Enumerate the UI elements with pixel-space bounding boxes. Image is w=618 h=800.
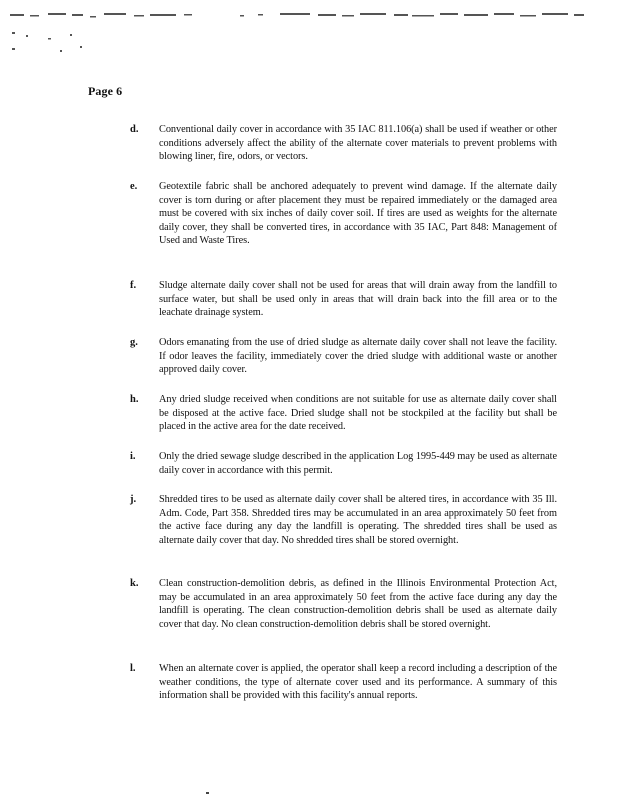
list-item-text: Any dried sludge received when conditions are not suitable for use as alternate daily cover shall be disposed at the active face. Dried sludge shall not be stockpiled at the facility but shall be placed in the active area for the date received.	[159, 394, 557, 433]
list-item-letter: d.	[130, 124, 139, 135]
list-item-letter: i.	[130, 451, 136, 462]
list-item-letter: k.	[130, 578, 139, 589]
list-item-text: When an alternate cover is applied, the operator shall keep a record including a description of the weather conditions, the type of alternate cover used and its performance. A summary of this information shall be provided with this facility's annual reports.	[159, 663, 557, 702]
scan-speck	[206, 792, 209, 794]
list-item-text: Geotextile fabric shall be anchored adequately to prevent wind damage. If the alternate daily cover is torn during or after placement they must be repaired immediately or the damaged area must be covered with six inches of daily cover soil. If tires are used as weights for the alternate daily cover, they shall be converted tires, in accordance with 35 IAC, Part 848: Management of Used and Waste Tires.	[159, 181, 557, 247]
list-item-letter: j.	[130, 494, 137, 505]
page-number-label: Page 6	[88, 84, 123, 98]
list-item-text: Odors emanating from the use of dried sludge as alternate daily cover shall not leave the facility. If odor leaves the facility, immediately cover the dried sludge with additional waste or another approved daily cover.	[159, 337, 557, 376]
list-item-letter: f.	[130, 280, 137, 291]
list-item-letter: h.	[130, 394, 139, 405]
list-item-text: Only the dried sewage sludge described in the application Log 1995-449 may be used as alternate daily cover in accordance with this permit.	[159, 451, 557, 476]
list-item-letter: l.	[130, 663, 136, 674]
list-item-text: Clean construction-demolition debris, as defined in the Illinois Environmental Protection Act, may be accumulated in an area approximately 50 feet from the active face during any day the landfill is operating. The clean construction-demolition debris shall be used as alternate daily cover that day. No clean construction-demolition debris shall be stored overnight.	[159, 578, 557, 630]
list-item-text: Shredded tires to be used as alternate daily cover shall be altered tires, in accordance with 35 Ill. Adm. Code, Part 358. Shredded tires may be accumulated in an area approximately 50 feet from the active face during any day the landfill is operating. The shredded tires shall be used as alternate daily cover that day. No shredded tires shall be stored overnight.	[159, 494, 557, 546]
scan-header-noise	[8, 8, 608, 56]
list-item-letter: e.	[130, 181, 138, 192]
list-item-text: Sludge alternate daily cover shall not be used for areas that will drain away from the landfill to surface water, but shall be used only in areas that will drain back into the fill area or to the leachate drainage system.	[159, 280, 557, 319]
list-item-letter: g.	[130, 337, 138, 348]
list-item-text: Conventional daily cover in accordance with 35 IAC 811.106(a) shall be used if weather or other conditions adversely affect the ability of the alternate cover materials to prevent problems with blowing liner, fire, odors, or vectors.	[159, 124, 557, 163]
